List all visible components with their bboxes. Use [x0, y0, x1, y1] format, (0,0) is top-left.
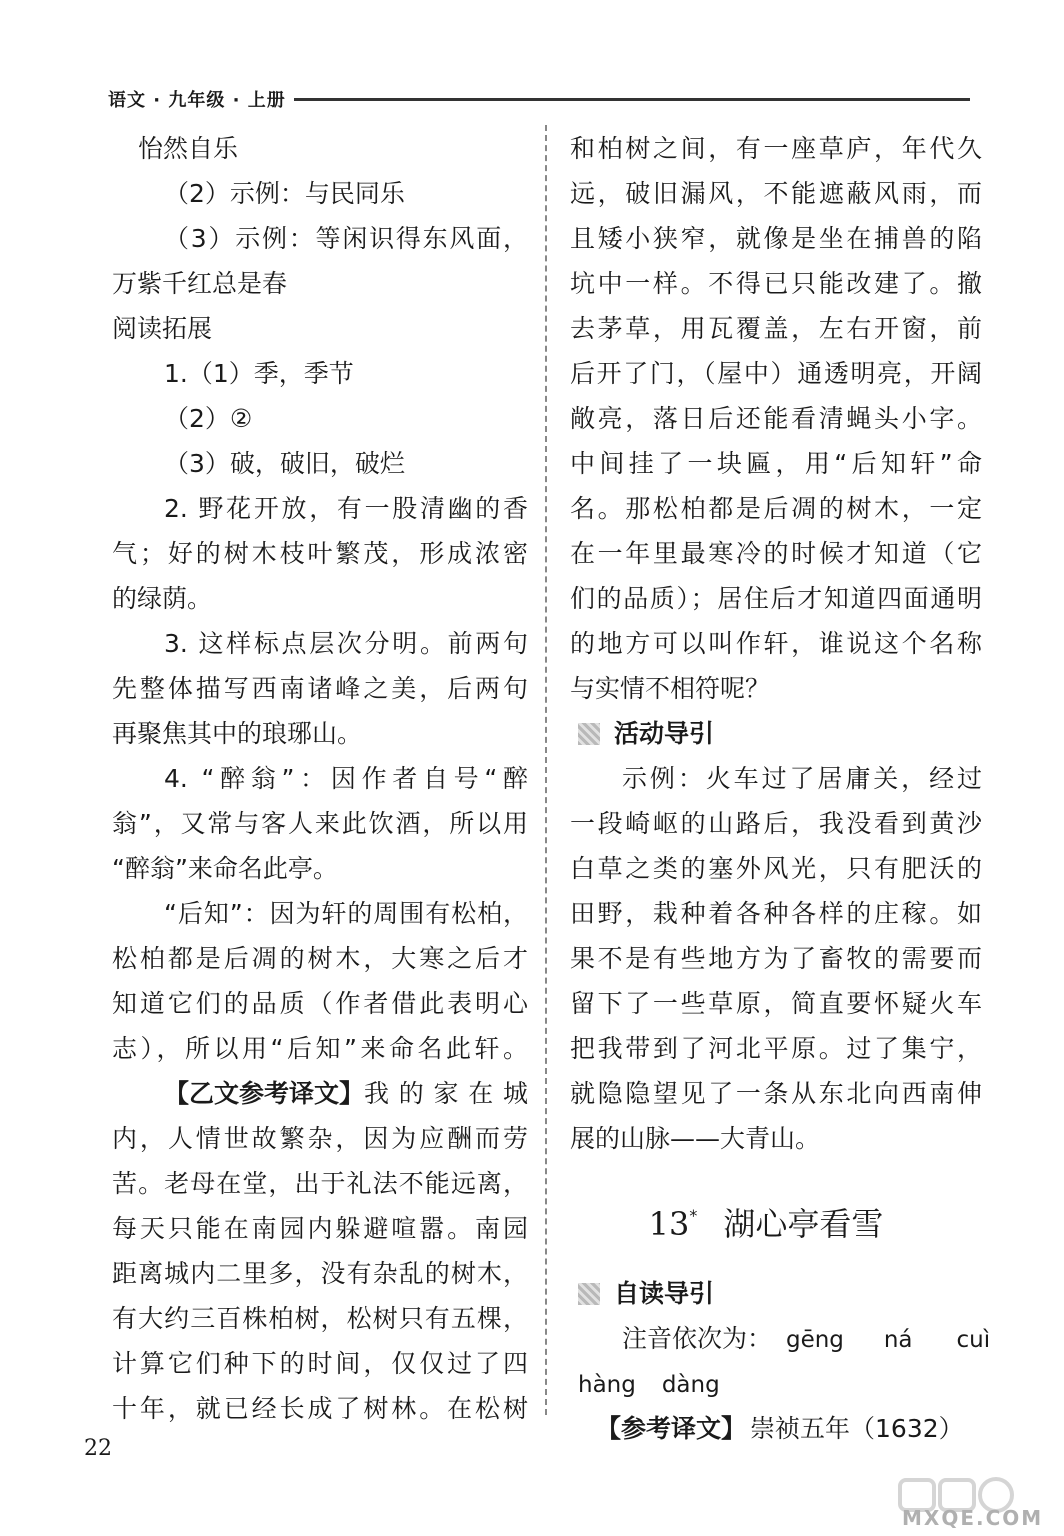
page-header: [108, 86, 970, 114]
chapter-title: [570, 1161, 982, 1271]
text-line: 1.（1）季，季节: [164, 359, 354, 388]
text-line: 翁”，又常与客人来此饮酒，所以用: [112, 809, 528, 838]
text-line: 远，破旧漏风，不能遮蔽风雨，而: [570, 179, 982, 208]
text-line: 展的山脉——大青山。: [570, 1124, 821, 1153]
text-line: 再聚焦其中的琅琊山。: [112, 719, 363, 748]
text-line: 留下了一些草原，简直要怀疑火车: [570, 989, 982, 1018]
section-label: 阅读拓展: [112, 314, 213, 343]
translation-label: 【乙文参考译文】: [164, 1079, 365, 1108]
text-line: 每天只能在南园内躲避喧嚣。南园: [112, 1214, 528, 1243]
text-line: （3）示例：等闲识得东风面，: [164, 224, 528, 253]
section-heading-self-reading: [570, 1271, 982, 1316]
header-rule: [294, 98, 970, 101]
text-line: （3）破，破旧，破烂: [164, 449, 405, 478]
text-line: 十年，就已经长成了树林。在松树: [112, 1394, 528, 1423]
text-line: 4. “醉翁”：因作者自号“醉: [164, 764, 528, 793]
pinyin-line: [570, 1316, 991, 1361]
pinyin: gēng: [785, 1327, 844, 1353]
text-line: 万紫千红总是春: [112, 269, 288, 298]
chapter-number: 13: [648, 1205, 690, 1243]
text-line: 距离城内二里多，没有杂乱的树木，: [112, 1259, 528, 1288]
text-line: 敞亮，落日后还能看清蝇头小字。: [570, 404, 982, 433]
text-line: （2）示例：与民同乐: [164, 179, 405, 208]
text-line: 的地方可以叫作轩，谁说这个名称: [570, 629, 982, 658]
text-line: 后开了门，（屋中）通透明亮，开阔: [570, 359, 982, 388]
text-line: 3. 这样标点层次分明。前两句: [164, 629, 528, 658]
header-title: 语文 · 九年级 · 上册: [108, 90, 286, 111]
page-number: 22: [84, 1436, 112, 1461]
section-heading-label: 自读导引: [614, 1279, 715, 1308]
text-line: 中间挂了一块匾，用“后知轩”命: [570, 449, 982, 478]
text-line: 且矮小狭窄，就像是坐在捕兽的陷: [570, 224, 982, 253]
translation-label: 【参考译文】: [596, 1414, 747, 1443]
text-line: 一段崎岖的山路后，我没看到黄沙: [570, 809, 982, 838]
text-line: 就隐隐望见了一条从东北向西南伸: [570, 1079, 982, 1108]
text-line: 先整体描写西南诸峰之美，后两句: [112, 674, 528, 703]
text-line: 果不是有些地方为了畜牧的需要而: [570, 944, 982, 973]
text-line: 的绿荫。: [112, 584, 213, 613]
text-line: 怡然自乐: [138, 134, 239, 163]
text-line: 名。那松柏都是后凋的树木，一定: [570, 494, 982, 523]
translation-intro-line: [570, 1406, 982, 1451]
watermark-text: MXQE.COM: [902, 1506, 1044, 1530]
section-marker-icon: [578, 1283, 600, 1305]
text-line: 把我带到了河北平原。过了集宁，: [570, 1034, 982, 1063]
text-line: 在一年里最寒冷的时候才知道（它: [570, 539, 982, 568]
section-heading-label: 活动导引: [614, 719, 715, 748]
text-line: 坑中一样。不得已只能改建了。撤: [570, 269, 982, 298]
text-segment: 注音依次为：: [622, 1324, 773, 1353]
chapter-name: 湖心亭看雪: [723, 1205, 884, 1243]
text-line: 知道它们的品质（作者借此表明心: [112, 989, 528, 1018]
text-line: 松柏都是后凋的树木，大寒之后才: [112, 944, 528, 973]
pinyin-line: [570, 1361, 982, 1406]
pinyin: hàng: [578, 1372, 636, 1398]
text-line: 去茅草，用瓦覆盖，左右开窗，前: [570, 314, 982, 343]
chapter-star: *: [689, 1206, 698, 1225]
right-column: [570, 126, 991, 1451]
text-line: “醉翁”来命名此亭。: [112, 854, 338, 883]
text-line: 田野，栽种着各种各样的庄稼。如: [570, 899, 982, 928]
text-line: 计算它们种下的时间，仅仅过了四: [112, 1349, 528, 1378]
pinyin: dàng: [661, 1372, 720, 1398]
text-line: 内，人情世故繁杂，因为应酬而劳: [112, 1124, 528, 1153]
text-segment: 我的家在城: [364, 1079, 528, 1108]
pinyin: cuì: [956, 1327, 991, 1353]
section-marker-icon: [578, 723, 600, 745]
text-line: 和柏树之间，有一座草庐，年代久: [570, 134, 982, 163]
section-heading-activity: [570, 711, 982, 756]
text-line: “后知”：因为轩的周围有松柏，: [164, 899, 528, 928]
text-line: 们的品质）；居住后才知道四面通明: [570, 584, 982, 613]
text-line: 2. 野花开放，有一股清幽的香: [164, 494, 528, 523]
translation-intro-line: [112, 1071, 528, 1116]
text-segment: 崇祯五年（1632）: [750, 1414, 964, 1443]
text-line: 志），所以用“后知”来命名此轩。: [112, 1034, 528, 1063]
text-line: 示例：火车过了居庸关，经过: [622, 764, 982, 793]
text-line: 有大约三百株柏树，松树只有五棵，: [112, 1304, 528, 1333]
pinyin: ná: [883, 1327, 913, 1353]
text-line: 与实情不相符呢？: [570, 674, 771, 703]
left-column: [112, 126, 528, 1431]
text-line: 苦。老母在堂，出于礼法不能远离，: [112, 1169, 528, 1198]
text-line: 气；好的树木枝叶繁茂，形成浓密: [112, 539, 528, 568]
text-line: （2）②: [164, 404, 253, 433]
text-line: 白草之类的塞外风光，只有肥沃的: [570, 854, 982, 883]
column-divider: [545, 125, 547, 1415]
